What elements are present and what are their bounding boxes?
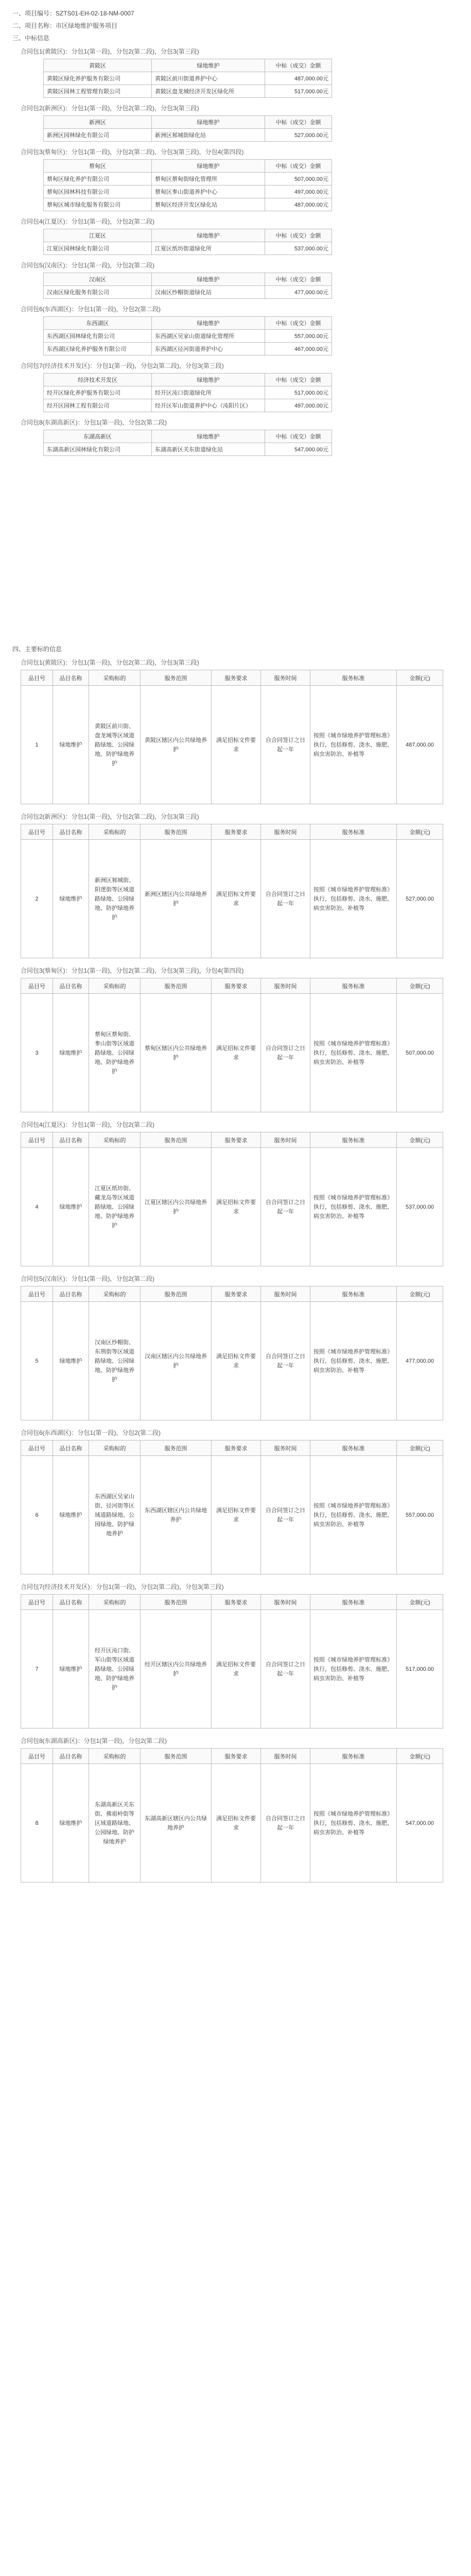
- column-header: 服务标准: [310, 824, 397, 840]
- column-header: 服务时间: [261, 824, 310, 840]
- table-cell: 绿地维护: [53, 1764, 89, 1883]
- column-header: 金额(元): [397, 1749, 443, 1764]
- table-cell: 477,000.00: [397, 1302, 443, 1420]
- column-header: 服务要求: [212, 824, 261, 840]
- lot-info-table: [43, 115, 332, 142]
- table-cell: 汉南区纱帽街、东荆街等区域道路绿地、公园绿地、防护绿地养护: [89, 1302, 141, 1420]
- lot-detail-intro: 合同包1(黄陂区)：分包1(第一段)，分包2(第二段)，分包3(第三段): [21, 659, 199, 666]
- column-header: 服务时间: [261, 670, 310, 686]
- column-header: 服务标准: [310, 670, 397, 686]
- table-cell: 东湖高新区关东街、佛祖岭街等区域道路绿地、公园绿地、防护绿地养护: [89, 1764, 141, 1883]
- table-cell: 517,000.00元: [265, 85, 332, 98]
- table-cell: 蔡甸区园林科技有限公司: [44, 185, 152, 198]
- table-cell: 经开区沌口街道绿化所: [152, 386, 265, 399]
- column-header: 品目名称: [53, 1749, 89, 1764]
- table-cell: 按照《城市绿地养护管理标准》执行，包括修剪、浇水、施肥、病虫害防治、补植等: [310, 1148, 397, 1266]
- column-header: 服务时间: [261, 1440, 310, 1456]
- table-cell: 557,000.00: [397, 1456, 443, 1574]
- column-header: 服务要求: [212, 1440, 261, 1456]
- table-cell: 547,000.00元: [265, 443, 332, 456]
- table-cell: 按照《城市绿地养护管理标准》执行，包括修剪、浇水、施肥、病虫害防治、补植等: [310, 1764, 397, 1883]
- column-header: 采购标的: [89, 1132, 141, 1148]
- table-cell: 经开区绿化养护服务有限公司: [44, 386, 152, 399]
- lot-info-header: 江夏区: [44, 229, 152, 242]
- column-header: 品目名称: [53, 1286, 89, 1302]
- column-header: 品目号: [21, 978, 53, 994]
- column-header: 品目号: [21, 1286, 53, 1302]
- table-cell: 按照《城市绿地养护管理标准》执行，包括修剪、浇水、施肥、病虫害防治、补植等: [310, 840, 397, 958]
- table-cell: 按照《城市绿地养护管理标准》执行，包括修剪、浇水、施肥、病虫害防治、补植等: [310, 1302, 397, 1420]
- table-cell: 东西湖区径河街道养护中心: [152, 343, 265, 355]
- lot-detail-table: [21, 978, 443, 1112]
- lot-detail-table: [21, 1286, 443, 1420]
- table-cell: 自合同签订之日起一年: [261, 1764, 310, 1883]
- lot-info-table: [43, 229, 332, 255]
- lot-info-desc: 合同包4(江夏区)：分包1(第一段)，分包2(第二段): [21, 218, 154, 225]
- column-header: 服务要求: [212, 1749, 261, 1764]
- column-header: 服务标准: [310, 1286, 397, 1302]
- table-cell: 黄陂区辖区内公共绿地养护: [141, 686, 212, 804]
- lot-info-list: [12, 46, 455, 461]
- lot-info-header: 绿地维护: [152, 317, 265, 330]
- column-header: 品目名称: [53, 1595, 89, 1610]
- lot-detail-intro: 合同包8(东湖高新区)：分包1(第一段)，分包2(第二段): [21, 1737, 167, 1744]
- project-number: 一、项目编号：SZTS01-EH-02-18-NM-0007: [12, 10, 134, 17]
- column-header: 服务范围: [141, 1440, 212, 1456]
- table-cell: 经开区园林工程有限公司: [44, 399, 152, 412]
- table-cell: 8: [21, 1764, 53, 1883]
- lot-info-desc: 合同包1(黄陂区)：分包1(第一段)，分包2(第二段)，分包3(第三段): [21, 48, 199, 55]
- section-main-subject: 四、主要标的信息: [12, 646, 62, 653]
- column-header: 品目号: [21, 824, 53, 840]
- table-cell: 东湖高新区辖区内公共绿地养护: [141, 1764, 212, 1883]
- lot-info: [12, 216, 455, 255]
- table-cell: 487,000.00: [397, 686, 443, 804]
- table-cell: 蔡甸区奓山街道养护中心: [152, 185, 265, 198]
- lot-info-header: 经济技术开发区: [44, 374, 152, 386]
- table-cell: 497,000.00元: [265, 185, 332, 198]
- column-header: 采购标的: [89, 978, 141, 994]
- lot-detail-table: [21, 670, 443, 804]
- column-header: 服务时间: [261, 1286, 310, 1302]
- table-cell: 满足招标文件要求: [212, 994, 261, 1112]
- column-header: 品目号: [21, 1749, 53, 1764]
- table-cell: 黄陂区前川街道养护中心: [152, 72, 265, 85]
- column-header: 金额(元): [397, 670, 443, 686]
- lot-detail-table: [21, 1594, 443, 1728]
- table-cell: 按照《城市绿地养护管理标准》执行，包括修剪、浇水、施肥、病虫害防治、补植等: [310, 686, 397, 804]
- table-cell: 自合同签订之日起一年: [261, 840, 310, 958]
- lot-detail: [12, 1736, 455, 1883]
- lot-info-table: [43, 316, 332, 355]
- table-cell: 517,000.00元: [265, 386, 332, 399]
- lot-detail-intro: 合同包6(东西湖区)：分包1(第一段)，分包2(第二段): [21, 1429, 161, 1436]
- lot-info-desc: 合同包3(蔡甸区)：分包1(第一段)，分包2(第二段)，分包3(第三段)，分包4(第四段): [21, 148, 244, 156]
- column-header: 采购标的: [89, 1440, 141, 1456]
- column-header: 服务标准: [310, 1595, 397, 1610]
- column-header: 金额(元): [397, 1286, 443, 1302]
- lot-info-header: 中标（成交）金额: [265, 116, 332, 129]
- lot-info-header: 中标（成交）金额: [265, 430, 332, 443]
- table-cell: 6: [21, 1456, 53, 1574]
- table-cell: 新洲区园林绿化有限公司: [44, 129, 152, 142]
- table-cell: 新洲区邾城街绿化站: [152, 129, 265, 142]
- table-cell: 东西湖区吴家山街、径河街等区域道路绿地、公园绿地、防护绿地养护: [89, 1456, 141, 1574]
- table-cell: 1: [21, 686, 53, 804]
- table-cell: 527,000.00元: [265, 129, 332, 142]
- lot-detail: [12, 965, 455, 1112]
- table-cell: 蔡甸区辖区内公共绿地养护: [141, 994, 212, 1112]
- table-cell: 蔡甸区城市绿化服务有限公司: [44, 198, 152, 211]
- lot-info-table: [43, 159, 332, 211]
- lot-info-header: 中标（成交）金额: [265, 59, 332, 72]
- lot-info-desc: 合同包5(汉南区)：分包1(第一段)，分包2(第二段): [21, 262, 154, 269]
- lot-info-table: [43, 373, 332, 412]
- table-cell: 汉南区辖区内公共绿地养护: [141, 1302, 212, 1420]
- column-header: 服务时间: [261, 1132, 310, 1148]
- column-header: 服务范围: [141, 670, 212, 686]
- lot-info-table: [43, 59, 332, 98]
- lot-info-header: 中标（成交）金额: [265, 160, 332, 173]
- column-header: 采购标的: [89, 670, 141, 686]
- column-header: 服务时间: [261, 1595, 310, 1610]
- column-header: 采购标的: [89, 1595, 141, 1610]
- column-header: 品目名称: [53, 824, 89, 840]
- table-cell: 绿地维护: [53, 1148, 89, 1266]
- column-header: 品目号: [21, 1132, 53, 1148]
- lot-detail-table: [21, 1440, 443, 1574]
- table-cell: 黄陂区前川街、盘龙城等区域道路绿地、公园绿地、防护绿地养护: [89, 686, 141, 804]
- table-cell: 3: [21, 994, 53, 1112]
- lot-info: [12, 361, 455, 412]
- column-header: 服务范围: [141, 1132, 212, 1148]
- table-cell: 经开区辖区内公共绿地养护: [141, 1610, 212, 1728]
- lot-detail-intro: 合同包3(蔡甸区)：分包1(第一段)，分包2(第二段)，分包3(第三段)，分包4(第四段): [21, 967, 244, 974]
- table-cell: 517,000.00: [397, 1610, 443, 1728]
- lot-detail-intro: 合同包7(经济技术开发区)：分包1(第一段)，分包2(第二段)，分包3(第三段): [21, 1583, 224, 1590]
- lot-info-header: 绿地维护: [152, 160, 265, 173]
- column-header: 服务要求: [212, 978, 261, 994]
- table-cell: 满足招标文件要求: [212, 1456, 261, 1574]
- table-cell: 按照《城市绿地养护管理标准》执行，包括修剪、浇水、施肥、病虫害防治、补植等: [310, 994, 397, 1112]
- lot-info-desc: 合同包8(东湖高新区)：分包1(第一段)，分包2(第二段): [21, 419, 167, 426]
- lot-info-header: 绿地维护: [152, 59, 265, 72]
- table-cell: 绿地维护: [53, 686, 89, 804]
- column-header: 金额(元): [397, 1440, 443, 1456]
- lot-detail: [12, 1428, 455, 1574]
- column-header: 服务要求: [212, 670, 261, 686]
- column-header: 品目名称: [53, 1132, 89, 1148]
- table-cell: 527,000.00: [397, 840, 443, 958]
- table-cell: 新洲区辖区内公共绿地养护: [141, 840, 212, 958]
- lot-detail-table: [21, 824, 443, 958]
- table-cell: 477,000.00元: [265, 286, 332, 299]
- table-cell: 绿地维护: [53, 1610, 89, 1728]
- lot-info-header: 绿地维护: [152, 273, 265, 286]
- table-cell: 黄陂区盘龙城经济开发区绿化所: [152, 85, 265, 98]
- lot-info-header: 绿地维护: [152, 116, 265, 129]
- lot-info-header: 绿地维护: [152, 430, 265, 443]
- table-cell: 467,000.00元: [265, 343, 332, 355]
- table-cell: 东西湖区园林绿化有限公司: [44, 330, 152, 343]
- table-cell: 自合同签订之日起一年: [261, 1610, 310, 1728]
- lot-info-desc: 合同包7(经济技术开发区)：分包1(第一段)，分包2(第二段)，分包3(第三段): [21, 362, 224, 369]
- column-header: 金额(元): [397, 1595, 443, 1610]
- table-cell: 537,000.00元: [265, 242, 332, 255]
- column-header: 服务标准: [310, 1749, 397, 1764]
- table-cell: 东西湖区辖区内公共绿地养护: [141, 1456, 212, 1574]
- column-header: 服务标准: [310, 1440, 397, 1456]
- table-cell: 东西湖区吴家山街道绿化管理所: [152, 330, 265, 343]
- lot-info-header: 中标（成交）金额: [265, 229, 332, 242]
- table-cell: 江夏区纸坊街、藏龙岛等区域道路绿地、公园绿地、防护绿地养护: [89, 1148, 141, 1266]
- column-header: 金额(元): [397, 1132, 443, 1148]
- column-header: 金额(元): [397, 978, 443, 994]
- table-cell: 满足招标文件要求: [212, 1302, 261, 1420]
- table-cell: 7: [21, 1610, 53, 1728]
- table-cell: 497,000.00元: [265, 399, 332, 412]
- table-cell: 507,000.00: [397, 994, 443, 1112]
- table-cell: 蔡甸区经济开发区绿化站: [152, 198, 265, 211]
- lot-detail: [12, 1120, 455, 1266]
- lot-info-header: 绿地维护: [152, 229, 265, 242]
- column-header: 品目名称: [53, 1440, 89, 1456]
- lot-info-header: 蔡甸区: [44, 160, 152, 173]
- column-header: 服务要求: [212, 1286, 261, 1302]
- table-cell: 满足招标文件要求: [212, 1764, 261, 1883]
- table-cell: 2: [21, 840, 53, 958]
- table-cell: 507,000.00元: [265, 173, 332, 185]
- table-cell: 绿地维护: [53, 1456, 89, 1574]
- column-header: 品目名称: [53, 670, 89, 686]
- table-cell: 黄陂区绿化养护服务有限公司: [44, 72, 152, 85]
- table-cell: 自合同签订之日起一年: [261, 1456, 310, 1574]
- lot-detail-table: [21, 1132, 443, 1266]
- section-winning-info: 三、中标信息: [12, 35, 50, 42]
- table-cell: 487,000.00元: [265, 198, 332, 211]
- column-header: 服务范围: [141, 1286, 212, 1302]
- table-cell: 自合同签订之日起一年: [261, 686, 310, 804]
- lot-info: [12, 417, 455, 456]
- lot-info-header: 中标（成交）金额: [265, 374, 332, 386]
- column-header: 品目号: [21, 1595, 53, 1610]
- column-header: 采购标的: [89, 1749, 141, 1764]
- column-header: 服务范围: [141, 1749, 212, 1764]
- column-header: 服务要求: [212, 1595, 261, 1610]
- column-header: 服务范围: [141, 824, 212, 840]
- table-cell: 自合同签订之日起一年: [261, 1302, 310, 1420]
- lot-info-header: 汉南区: [44, 273, 152, 286]
- table-cell: 满足招标文件要求: [212, 686, 261, 804]
- table-cell: 满足招标文件要求: [212, 1610, 261, 1728]
- lot-detail-table: [21, 1748, 443, 1883]
- table-cell: 547,000.00: [397, 1764, 443, 1883]
- table-cell: 4: [21, 1148, 53, 1266]
- lot-info-desc: 合同包6(东西湖区)：分包1(第一段)，分包2(第二段): [21, 306, 161, 313]
- lot-info: [12, 260, 455, 299]
- table-cell: 按照《城市绿地养护管理标准》执行，包括修剪、浇水、施肥、病虫害防治、补植等: [310, 1610, 397, 1728]
- lot-info-header: 东湖高新区: [44, 430, 152, 443]
- table-cell: 绿地维护: [53, 994, 89, 1112]
- column-header: 品目号: [21, 670, 53, 686]
- table-cell: 江夏区园林绿化有限公司: [44, 242, 152, 255]
- lot-info-header: 黄陂区: [44, 59, 152, 72]
- lot-info-table: [43, 430, 332, 456]
- lot-info-header: 中标（成交）金额: [265, 317, 332, 330]
- table-cell: 绿地维护: [53, 1302, 89, 1420]
- table-cell: 557,000.00元: [265, 330, 332, 343]
- table-cell: 蔡甸区绿化养护有限公司: [44, 173, 152, 185]
- table-cell: 汉南区纱帽街道绿化站: [152, 286, 265, 299]
- table-cell: 江夏区辖区内公共绿地养护: [141, 1148, 212, 1266]
- table-cell: 东湖高新区关东街道绿化站: [152, 443, 265, 456]
- column-header: 服务时间: [261, 1749, 310, 1764]
- lot-detail: [12, 1274, 455, 1420]
- lot-info: [12, 304, 455, 355]
- project-name: 二、项目名称：市区绿地维护服务项目: [12, 22, 118, 29]
- table-cell: 江夏区纸坊街道绿化所: [152, 242, 265, 255]
- column-header: 采购标的: [89, 1286, 141, 1302]
- column-header: 采购标的: [89, 824, 141, 840]
- lot-info: [12, 103, 455, 142]
- lot-info-table: [43, 273, 332, 299]
- column-header: 品目名称: [53, 978, 89, 994]
- table-cell: 按照《城市绿地养护管理标准》执行，包括修剪、浇水、施肥、病虫害防治、补植等: [310, 1456, 397, 1574]
- table-cell: 东湖高新区园林绿化有限公司: [44, 443, 152, 456]
- lot-info-desc: 合同包2(新洲区)：分包1(第一段)，分包2(第二段)，分包3(第三段): [21, 105, 199, 112]
- lot-info: [12, 147, 455, 211]
- table-cell: 蔡甸区蔡甸街、奓山街等区域道路绿地、公园绿地、防护绿地养护: [89, 994, 141, 1112]
- table-cell: 487,000.00元: [265, 72, 332, 85]
- table-cell: 满足招标文件要求: [212, 1148, 261, 1266]
- lot-detail-intro: 合同包2(新洲区)：分包1(第一段)，分包2(第二段)，分包3(第三段): [21, 813, 199, 820]
- table-cell: 经开区军山街道养护中心（沌阳片区）: [152, 399, 265, 412]
- column-header: 服务要求: [212, 1132, 261, 1148]
- column-header: 服务时间: [261, 978, 310, 994]
- table-cell: 蔡甸区蔡甸街绿化管理所: [152, 173, 265, 185]
- table-cell: 自合同签订之日起一年: [261, 994, 310, 1112]
- lot-info-header: 东西湖区: [44, 317, 152, 330]
- table-cell: 新洲区邾城街、阳逻街等区域道路绿地、公园绿地、防护绿地养护: [89, 840, 141, 958]
- lot-info: [12, 46, 455, 98]
- lot-detail: [12, 811, 455, 958]
- lot-detail-intro: 合同包5(汉南区)：分包1(第一段)，分包2(第二段): [21, 1275, 154, 1282]
- column-header: 服务范围: [141, 1595, 212, 1610]
- column-header: 服务标准: [310, 1132, 397, 1148]
- table-cell: 经开区沌口街、军山街等区域道路绿地、公园绿地、防护绿地养护: [89, 1610, 141, 1728]
- lot-info-header: 绿地维护: [152, 374, 265, 386]
- table-cell: 黄陂区园林工程管理有限公司: [44, 85, 152, 98]
- column-header: 品目号: [21, 1440, 53, 1456]
- column-header: 服务范围: [141, 978, 212, 994]
- lot-info-header: 新洲区: [44, 116, 152, 129]
- table-cell: 汉南区绿化服务有限公司: [44, 286, 152, 299]
- table-cell: 满足招标文件要求: [212, 840, 261, 958]
- lot-detail: [12, 657, 455, 804]
- column-header: 金额(元): [397, 824, 443, 840]
- table-cell: 绿地维护: [53, 840, 89, 958]
- lot-detail-intro: 合同包4(江夏区)：分包1(第一段)，分包2(第二段): [21, 1121, 154, 1128]
- lot-detail-list: [12, 657, 455, 1890]
- table-cell: 东西湖区绿化养护服务有限公司: [44, 343, 152, 355]
- table-cell: 自合同签订之日起一年: [261, 1148, 310, 1266]
- lot-detail: [12, 1582, 455, 1728]
- lot-info-header: 中标（成交）金额: [265, 273, 332, 286]
- column-header: 服务标准: [310, 978, 397, 994]
- table-cell: 537,000.00: [397, 1148, 443, 1266]
- table-cell: 5: [21, 1302, 53, 1420]
